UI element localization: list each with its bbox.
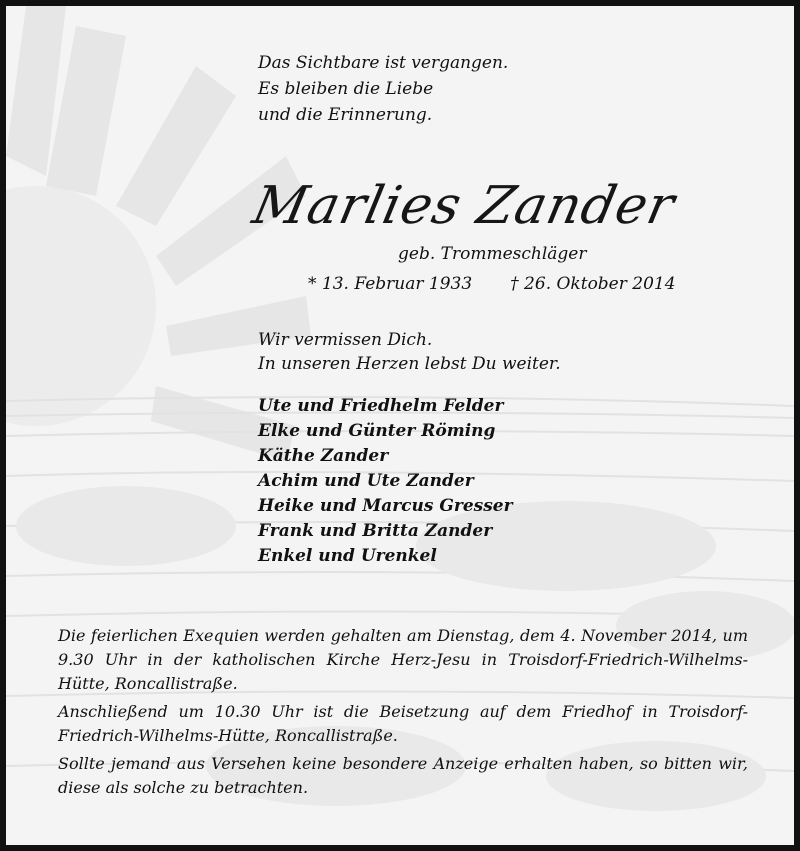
mourner: Ute und Friedhelm Felder	[258, 396, 504, 416]
remembrance-line: Wir vermissen Dich.	[258, 330, 433, 350]
remembrance-line: In unseren Herzen lebst Du weiter.	[258, 354, 561, 374]
poem	[258, 50, 508, 128]
funeral-information	[58, 624, 748, 804]
poem-line: Das Sichtbare ist vergangen.	[258, 53, 509, 73]
life-dates	[308, 274, 676, 294]
maiden-name: geb. Trommeschläger	[398, 244, 587, 264]
mourner: Heike und Marcus Gresser	[258, 496, 513, 516]
mourner: Elke und Günter Röming	[258, 421, 496, 441]
mourner: Käthe Zander	[258, 446, 389, 466]
burial-paragraph: Anschließend um 10.30 Uhr ist die Beisetzung auf dem Friedhof in Troisdorf-Friedrich-Wilhelms-Hütte, Roncallistraße.	[58, 702, 748, 745]
mourner: Enkel und Urenkel	[258, 546, 437, 566]
death-date: † 26. Oktober 2014	[510, 274, 676, 294]
exequien-paragraph: Die feierlichen Exequien werden gehalten am Dienstag, dem 4. November 2014, um 9.30 Uhr in der katholischen Kirche Herz-Jesu in Troisdorf-Friedrich-Wilhelms-Hütte, Roncallistraße.	[58, 626, 748, 693]
birth-date: * 13. Februar 1933	[308, 274, 473, 294]
deceased-name: Marlies Zander	[247, 176, 681, 236]
mourner: Achim und Ute Zander	[258, 471, 474, 491]
mourners-list	[258, 394, 513, 569]
note-paragraph: Sollte jemand aus Versehen keine besondere Anzeige erhalten haben, so bitten wir, diese als solche zu betrachten.	[58, 754, 748, 797]
remembrance-text	[258, 328, 561, 376]
mourner: Frank und Britta Zander	[258, 521, 493, 541]
poem-line: Es bleiben die Liebe	[258, 79, 434, 99]
poem-line: und die Erinnerung.	[258, 105, 433, 125]
